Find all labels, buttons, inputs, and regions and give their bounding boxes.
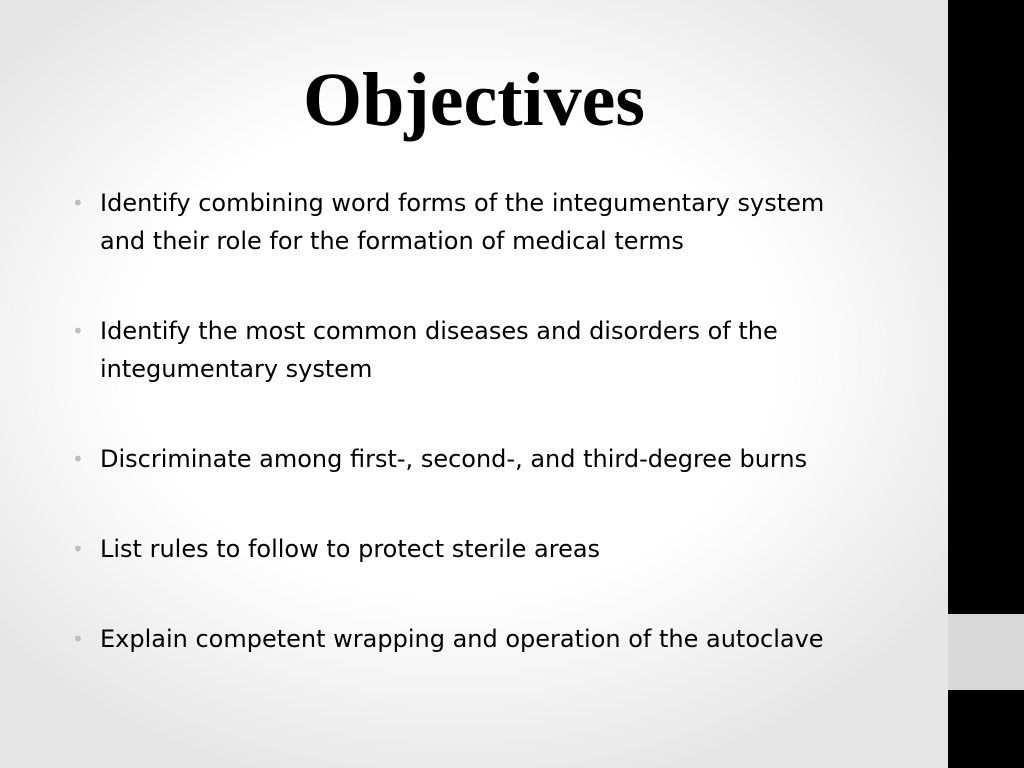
list-item — [72, 620, 872, 658]
list-item-text: Identify combining word forms of the integumentary system and their role for the formation of medical terms — [100, 189, 825, 255]
slide-title: Objectives — [303, 58, 645, 142]
bullet-icon: • — [72, 537, 84, 561]
bullet-icon: • — [72, 627, 84, 651]
list-item — [72, 312, 872, 388]
side-bar-accent — [948, 614, 1024, 690]
list-item — [72, 440, 872, 478]
list-item-text: Explain competent wrapping and operation of the autoclave — [100, 625, 824, 653]
bullet-icon: • — [72, 319, 84, 343]
side-bar-top — [948, 0, 1024, 614]
list-item — [72, 530, 872, 568]
objectives-list — [72, 184, 872, 710]
list-item-text: Discriminate among first-, second-, and third-degree burns — [100, 445, 808, 473]
bullet-icon: • — [72, 191, 84, 215]
bullet-icon: • — [72, 447, 84, 471]
list-item — [72, 184, 872, 260]
list-item-text: List rules to follow to protect sterile areas — [100, 535, 601, 563]
list-item-text: Identify the most common diseases and disorders of the integumentary system — [100, 317, 778, 383]
side-bar-bottom — [948, 690, 1024, 768]
